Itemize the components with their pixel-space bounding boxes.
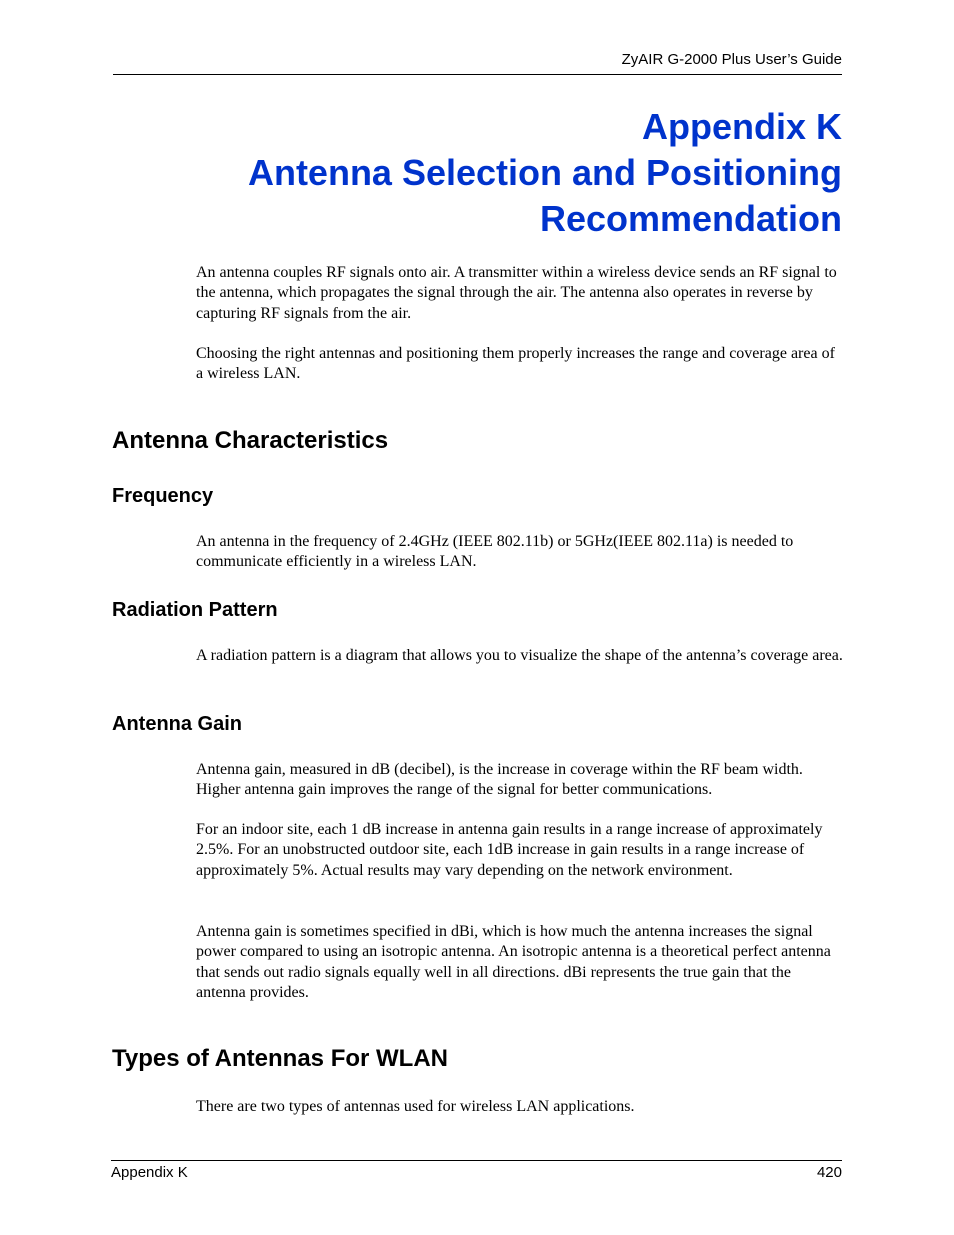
- document-title: ZyAIR G-2000 Plus User’s Guide: [621, 51, 842, 68]
- heading-types-of-antennas: Types of Antennas For WLAN: [112, 1045, 448, 1072]
- chapter-title: [248, 104, 842, 242]
- gain-paragraph-3: Antenna gain is sometimes specified in dBi, which is how much the antenna increases the signal power compared to using an isotropic antenna. An isotropic antenna is a theoretical perfect antenna that sends out radio signals equally well in all directions. dBi represents the true gain that the antenna provides.: [196, 923, 831, 1001]
- intro-paragraph-1: An antenna couples RF signals onto air. A transmitter within a wireless device sends an RF signal to the antenna, which propagates the signal through the air. The antenna also operates in reverse by capturing RF signals from the air.: [196, 264, 837, 322]
- intro-paragraph-2: Choosing the right antennas and positioning them properly increases the range and coverage area of a wireless LAN.: [196, 345, 835, 383]
- types-paragraph: There are two types of antennas used for wireless LAN applications.: [196, 1098, 635, 1115]
- heading-antenna-characteristics: Antenna Characteristics: [112, 427, 389, 454]
- page-footer: [111, 1160, 842, 1183]
- heading-radiation-pattern: Radiation Pattern: [112, 599, 278, 621]
- page-number: 420: [816, 1164, 842, 1181]
- gain-paragraph-2: For an indoor site, each 1 dB increase in antenna gain results in a range increase of approximately 2.5%. For an unobstructed outdoor site, each 1dB increase in gain results in a range increase of approximately 5%. Actual results may vary depending on the network environment.: [196, 821, 823, 879]
- radiation-paragraph: A radiation pattern is a diagram that allows you to visualize the shape of the antenna’s coverage area.: [196, 647, 843, 664]
- heading-frequency: Frequency: [112, 485, 214, 507]
- chapter-title-line-1: Appendix K: [641, 106, 842, 147]
- gain-paragraph-1: Antenna gain, measured in dB (decibel), is the increase in coverage within the RF beam width. Higher antenna gain improves the range of the signal for better communications.: [196, 761, 803, 799]
- frequency-paragraph: An antenna in the frequency of 2.4GHz (IEEE 802.11b) or 5GHz(IEEE 802.11a) is needed to communicate efficiently in a wireless LAN.: [196, 533, 794, 571]
- heading-antenna-gain: Antenna Gain: [112, 713, 243, 735]
- page-header: [113, 50, 842, 75]
- chapter-title-line-2: Antenna Selection and Positioning: [247, 152, 842, 193]
- footer-section-label: Appendix K: [111, 1164, 188, 1181]
- chapter-title-line-3: Recommendation: [539, 198, 842, 239]
